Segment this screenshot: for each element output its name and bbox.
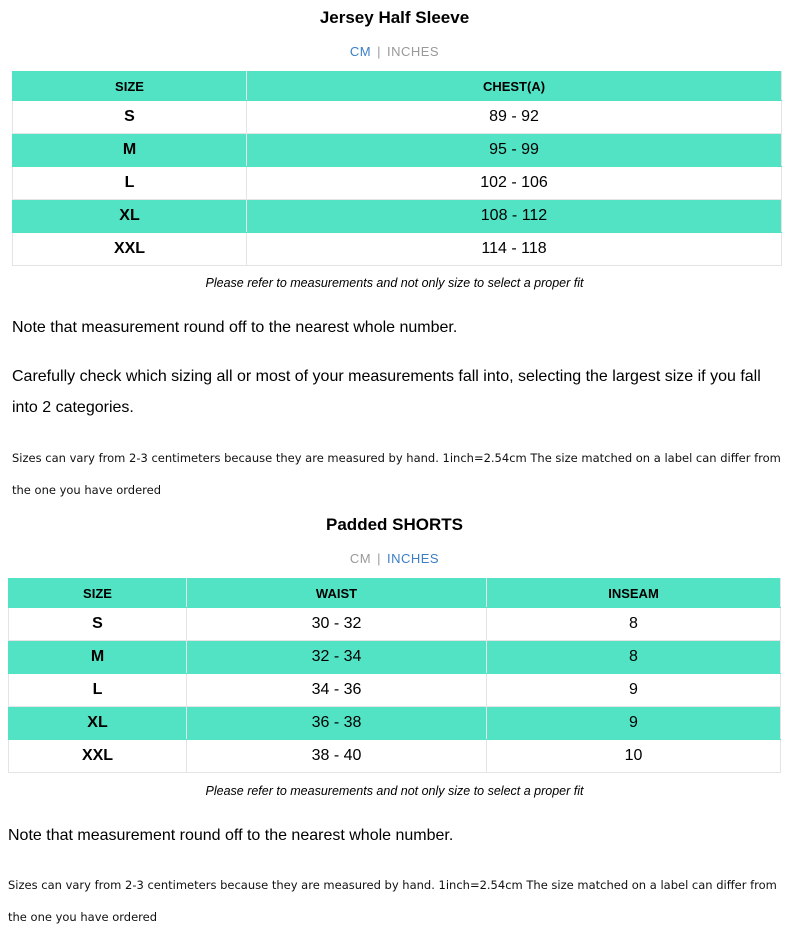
shorts-title: Padded SHORTS [326, 515, 463, 534]
jersey-note-vary: Sizes can vary from 2-3 centimeters because they are measured by hand. 1inch=2.54cm The size matched on a label can differ from the one you have ordered [12, 451, 781, 497]
chest-cell: 95 - 99 [247, 134, 782, 167]
table-row [13, 200, 782, 233]
table-row [9, 707, 781, 740]
jersey-size-table [12, 71, 782, 266]
waist-cell: 36 - 38 [187, 707, 487, 740]
table-header-row [9, 579, 781, 608]
size-cell: XXL [9, 740, 187, 773]
inseam-cell: 9 [487, 674, 781, 707]
shorts-fit-note: Please refer to measurements and not only size to select a proper fit [205, 784, 584, 798]
size-cell: M [9, 641, 187, 674]
unit-separator: | [377, 551, 381, 566]
size-cell: L [13, 167, 247, 200]
table-row [9, 608, 781, 641]
jersey-title: Jersey Half Sleeve [319, 8, 470, 27]
shorts-note-vary: Sizes can vary from 2-3 centimeters because they are measured by hand. 1inch=2.54cm The size matched on a label can differ from the one you have ordered [8, 878, 777, 924]
shorts-unit-cm[interactable]: CM [349, 551, 372, 566]
inseam-cell: 8 [487, 641, 781, 674]
shorts-note-round: Note that measurement round off to the nearest whole number. [8, 827, 454, 844]
table-row [13, 167, 782, 200]
size-cell: XXL [13, 233, 247, 266]
column-header-inseam: INSEAM [487, 579, 781, 608]
table-row [13, 134, 782, 167]
table-row [13, 101, 782, 134]
column-header-chest: CHEST(A) [247, 72, 782, 101]
table-row [9, 641, 781, 674]
waist-cell: 30 - 32 [187, 608, 487, 641]
waist-cell: 34 - 36 [187, 674, 487, 707]
jersey-unit-cm[interactable]: CM [349, 44, 372, 59]
table-header-row [13, 72, 782, 101]
column-header-size: SIZE [13, 72, 247, 101]
size-cell: XL [13, 200, 247, 233]
jersey-note-check: Carefully check which sizing all or most of your measurements fall into, selecting the largest size if you fall into 2 categories. [12, 368, 761, 416]
chest-cell: 89 - 92 [247, 101, 782, 134]
jersey-unit-toggle [0, 44, 789, 59]
size-cell: S [9, 608, 187, 641]
size-cell: M [13, 134, 247, 167]
shorts-unit-toggle [0, 551, 789, 566]
inseam-cell: 10 [487, 740, 781, 773]
size-cell: XL [9, 707, 187, 740]
chest-cell: 108 - 112 [247, 200, 782, 233]
table-row [9, 674, 781, 707]
size-cell: L [9, 674, 187, 707]
jersey-note-round: Note that measurement round off to the nearest whole number. [12, 319, 458, 336]
table-row [13, 233, 782, 266]
inseam-cell: 8 [487, 608, 781, 641]
unit-separator: | [377, 44, 381, 59]
waist-cell: 38 - 40 [187, 740, 487, 773]
shorts-unit-inches[interactable]: INCHES [386, 551, 440, 566]
inseam-cell: 9 [487, 707, 781, 740]
waist-cell: 32 - 34 [187, 641, 487, 674]
table-row [9, 740, 781, 773]
column-header-waist: WAIST [187, 579, 487, 608]
jersey-unit-inches[interactable]: INCHES [386, 44, 440, 59]
chest-cell: 102 - 106 [247, 167, 782, 200]
chest-cell: 114 - 118 [247, 233, 782, 266]
jersey-fit-note: Please refer to measurements and not only size to select a proper fit [205, 276, 584, 290]
shorts-size-table [8, 578, 781, 773]
column-header-size: SIZE [9, 579, 187, 608]
size-cell: S [13, 101, 247, 134]
